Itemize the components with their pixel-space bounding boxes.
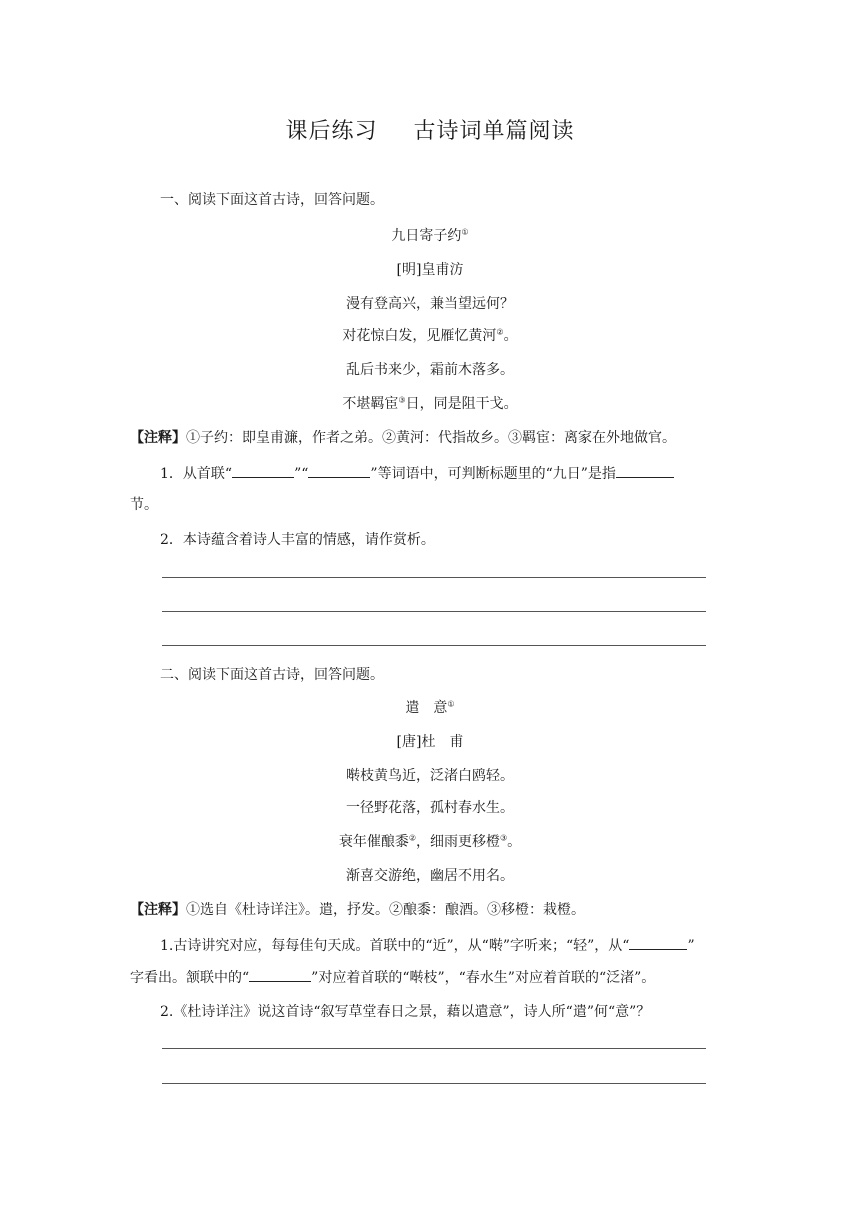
poem1-line-2-text: 对花惊白发，见雁忆黄河 <box>342 328 497 344</box>
section2-notes <box>130 900 730 920</box>
poem1-line-4-note-mark: ③ <box>398 395 406 405</box>
section1-question-2: 2．本诗蕴含着诗人丰富的情感，请作赏析。 <box>160 532 435 548</box>
s1q2-answer-line-1[interactable] <box>162 577 706 578</box>
s1q1-answer-blank-3[interactable] <box>616 463 674 478</box>
poem1-line-2-note-mark: ② <box>496 327 504 337</box>
s2q1-text-d: ”对应着首联的“啭枝”，“春水生”对应着首联的“泛渚”。 <box>311 970 656 986</box>
poem1-title <box>0 226 860 246</box>
poem2-line-3-text-b: ，细雨更移橙 <box>416 834 500 850</box>
poem2-author-b: 甫 <box>449 734 464 750</box>
s1q1-answer-blank-1[interactable] <box>232 463 294 478</box>
s2q1-answer-blank-2[interactable] <box>249 967 311 982</box>
poem2-title-char-1: 遣 <box>405 700 420 716</box>
s2q1-text-a: 1.古诗讲究对应，每每佳句天成。首联中的“近”，从“啭”字听来；“轻”，从“ <box>160 938 630 954</box>
poem2-author-a: [唐]杜 <box>396 734 436 750</box>
poem1-author: [明]皇甫汸 <box>396 262 464 278</box>
section2-note-text: ①选自《杜诗详注》。遣，抒发。②酿黍：酿酒。③移橙：栽橙。 <box>186 902 585 918</box>
section2-heading: 二、阅读下面这首古诗，回答问题。 <box>160 667 384 683</box>
s2q1-text-b: ” <box>687 938 695 954</box>
title-part-2: 古诗词单篇阅读 <box>413 119 575 144</box>
s2q2-answer-line-1[interactable] <box>162 1048 706 1049</box>
s1q2-answer-line-3[interactable] <box>162 645 706 646</box>
poem2-line-2: 一径野花落，孤村春水生。 <box>346 800 514 816</box>
poem2-line-3-text-a: 衰年催酿黍 <box>338 834 409 850</box>
section2-question-1-cont <box>130 967 730 988</box>
poem1-line-4 <box>0 394 860 414</box>
poem2-line-4: 渐喜交游绝，幽居不用名。 <box>346 868 514 884</box>
section1-notes <box>130 428 730 448</box>
poem1-line-2-end: 。 <box>503 328 518 344</box>
poem1-title-text: 九日寄子约 <box>391 228 462 244</box>
poem2-line-3-note-mark-b: ③ <box>500 833 508 843</box>
s2q2-answer-line-2[interactable] <box>162 1083 706 1084</box>
s1q1-answer-blank-2[interactable] <box>308 463 370 478</box>
poem2-line-3-note-mark-a: ② <box>408 833 416 843</box>
s1q1-text-c: ”等词语中，可判断标题里的“九日”是指 <box>370 466 616 482</box>
section1-question-1 <box>160 463 760 484</box>
s1q1-text-b: ”“ <box>294 466 309 482</box>
poem2-title-note-mark: ① <box>447 699 455 709</box>
s1q1-text-a: 1．从首联“ <box>160 466 233 482</box>
poem1-line-2 <box>0 326 860 346</box>
title-part-1: 课后练习 <box>285 119 378 144</box>
section1-heading: 一、阅读下面这首古诗，回答问题。 <box>160 192 384 208</box>
section2-note-label: 【注释】 <box>130 902 186 918</box>
poem1-title-note-mark: ① <box>461 227 469 237</box>
poem1-line-3: 乱后书来少，霜前木落多。 <box>346 362 514 378</box>
section2-question-2: 2.《杜诗详注》说这首诗“叙写草堂春日之景，藉以遣意”，诗人所“遣”何“意”？ <box>160 1004 651 1020</box>
poem2-title-char-2: 意 <box>433 700 448 716</box>
section1-note-label: 【注释】 <box>130 430 186 446</box>
poem2-author <box>0 732 860 752</box>
section1-question-1-cont: 节。 <box>130 497 158 513</box>
poem2-line-1: 啭枝黄鸟近，泛渚白鸥轻。 <box>346 768 514 784</box>
poem2-line-3-end: 。 <box>507 834 522 850</box>
page-title <box>0 114 860 145</box>
poem2-title <box>0 698 860 718</box>
s2q1-text-c: 字看出。颔联中的“ <box>130 970 250 986</box>
poem1-line-1: 漫有登高兴，兼当望远何？ <box>346 296 514 312</box>
s2q1-answer-blank-1[interactable] <box>629 935 687 950</box>
poem2-line-3 <box>0 832 860 852</box>
poem1-line-4-text-a: 不堪羁宦 <box>342 396 399 412</box>
poem1-line-4-text-b: 日，同是阻干戈。 <box>405 396 518 412</box>
s1q2-answer-line-2[interactable] <box>162 611 706 612</box>
section1-note-text: ①子约：即皇甫濂，作者之弟。②黄河：代指故乡。③羁宦：离家在外地做官。 <box>186 430 676 446</box>
section2-question-1 <box>160 935 760 956</box>
